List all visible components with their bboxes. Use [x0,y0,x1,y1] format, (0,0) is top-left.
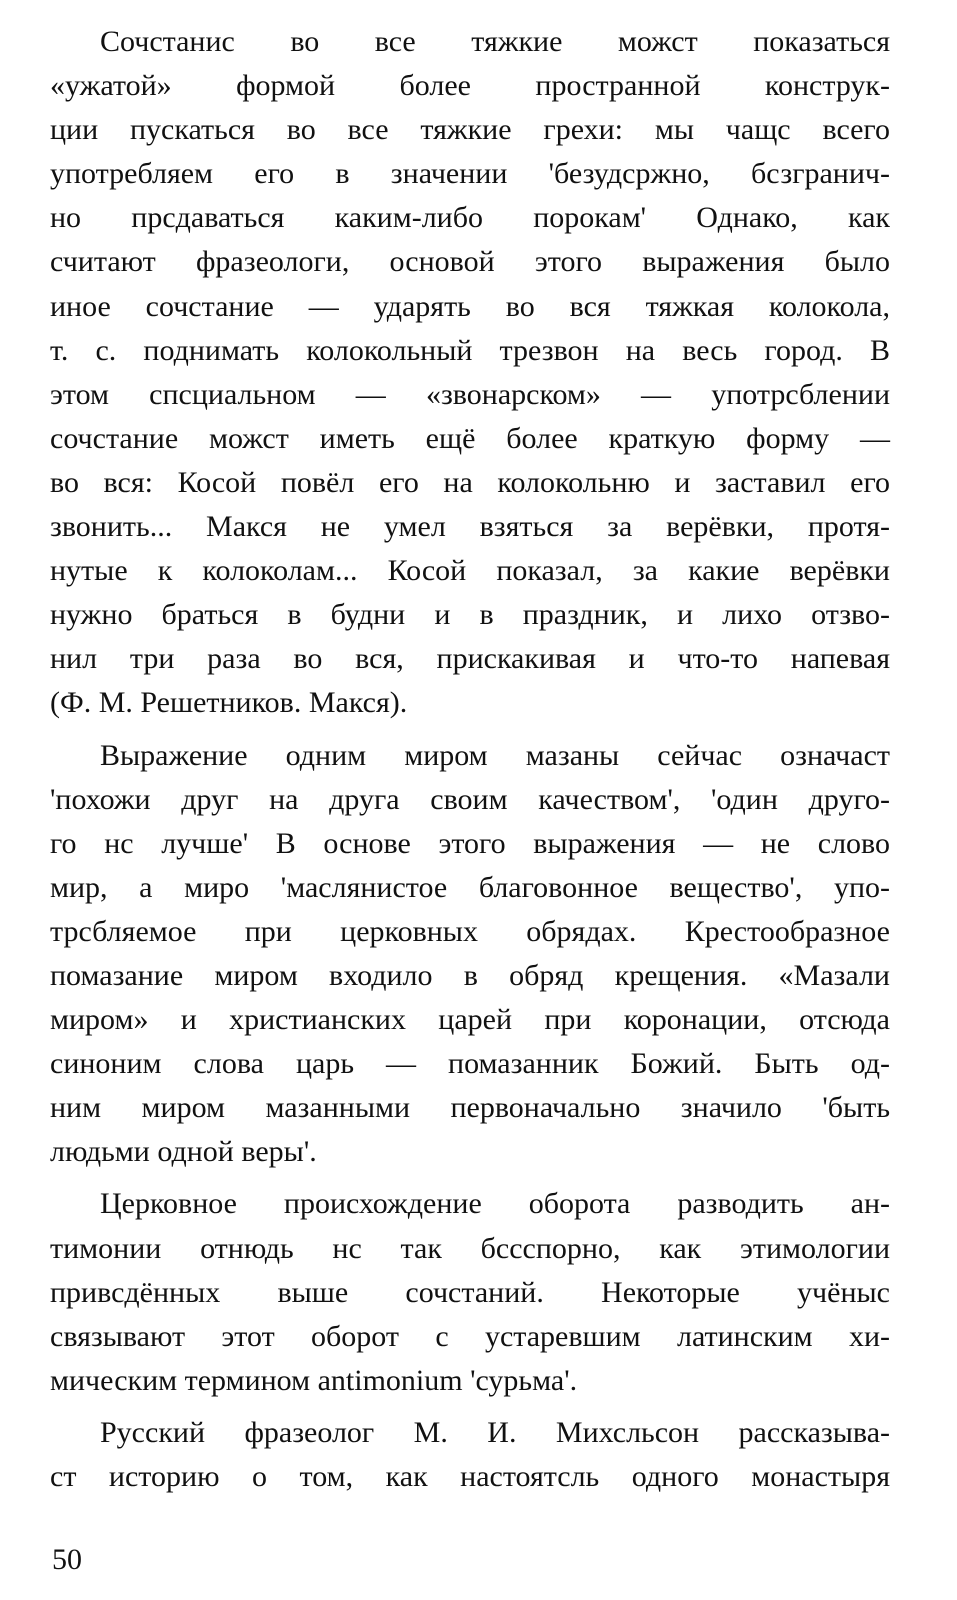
text-line: людьми одной веры'. [50,1135,317,1169]
text-line: связывают этот оборот с устаревшим латинским хи- [50,1319,890,1353]
text-line: ст историю о том, как настоятсль одного монастыря [50,1460,890,1493]
text-line: звонить... Макся не умел взяться за верёвки, протя- [50,510,890,544]
text-line: Сочстанис во все тяжкие можст показаться [100,25,890,58]
text-line: нужно браться в будни и в праздник, и лихо отзво- [50,598,890,632]
page-text [50,20,890,1499]
text-line: мическим термином antimonium 'сурьма'. [50,1363,578,1397]
paragraph-4 [50,1411,890,1499]
text-line: мир, а миро 'маслянистое благовонное вещество', упо- [50,870,890,904]
text-line: тимонии отнюдь нс так бссспорно, как этимологии [50,1231,890,1265]
text-line: Русский фразеолог М. И. Михсльсон рассказыва- [100,1415,890,1449]
paragraph-1 [50,20,890,726]
text-line: во вся: Косой повёл его на колокольню и заставил его [50,465,890,499]
text-line: ции пускаться во все тяжкие грехи: мы чащс всего [50,113,890,147]
text-line: (Ф. М. Решетников. Макся). [50,686,408,720]
text-line: Церковное происхождение оборота разводить ан- [100,1187,890,1221]
text-line: иное сочстание — ударять во вся тяжкая колокола, [50,289,890,323]
text-line: 'похожи друг на друга своим качеством', 'один друго- [50,782,890,816]
text-line: нутые к колоколам... Косой показал, за какие верёвки [50,554,890,588]
page-number: 50 [52,1543,82,1576]
text-line: нил три раза во вся, прискакивая и что-то напевая [50,642,890,676]
text-line: «ужатой» формой более пространной конструк- [50,69,890,103]
text-line: но прсдаваться каким-либо порокам' Однако, как [50,201,890,235]
paragraph-2 [50,734,890,1175]
text-line: употребляем его в значении 'безудсржно, бсзгранич- [50,157,890,191]
text-line: Выражение одним миром мазаны сейчас означаст [100,738,890,772]
text-line: миром» и христианских царей при коронации, отсюда [50,1003,890,1037]
paragraph-3 [50,1182,890,1402]
text-line: сочстание можст иметь ещё более краткую форму — [50,421,890,455]
text-line: го нс лучше' В основе этого выражения — не слово [50,826,890,860]
text-line: считают фразеологи, основой этого выражения было [50,245,890,279]
text-line: ним миром мазанными первоначально значило 'быть [50,1091,890,1125]
text-line: привсдённых выше сочстаний. Некоторые учёныс [50,1275,890,1309]
text-line: синоним слова царь — помазанник Божий. Быть од- [50,1047,890,1081]
text-line: трсбляемое при церковных обрядах. Крестообразное [50,914,890,948]
text-line: т. с. поднимать колокольный трезвон на весь город. В [50,333,890,367]
text-line: помазание миром входило в обряд крещения. «Мазали [50,958,890,992]
text-line: этом спсциальном — «звонарском» — употрсблении [50,377,890,411]
